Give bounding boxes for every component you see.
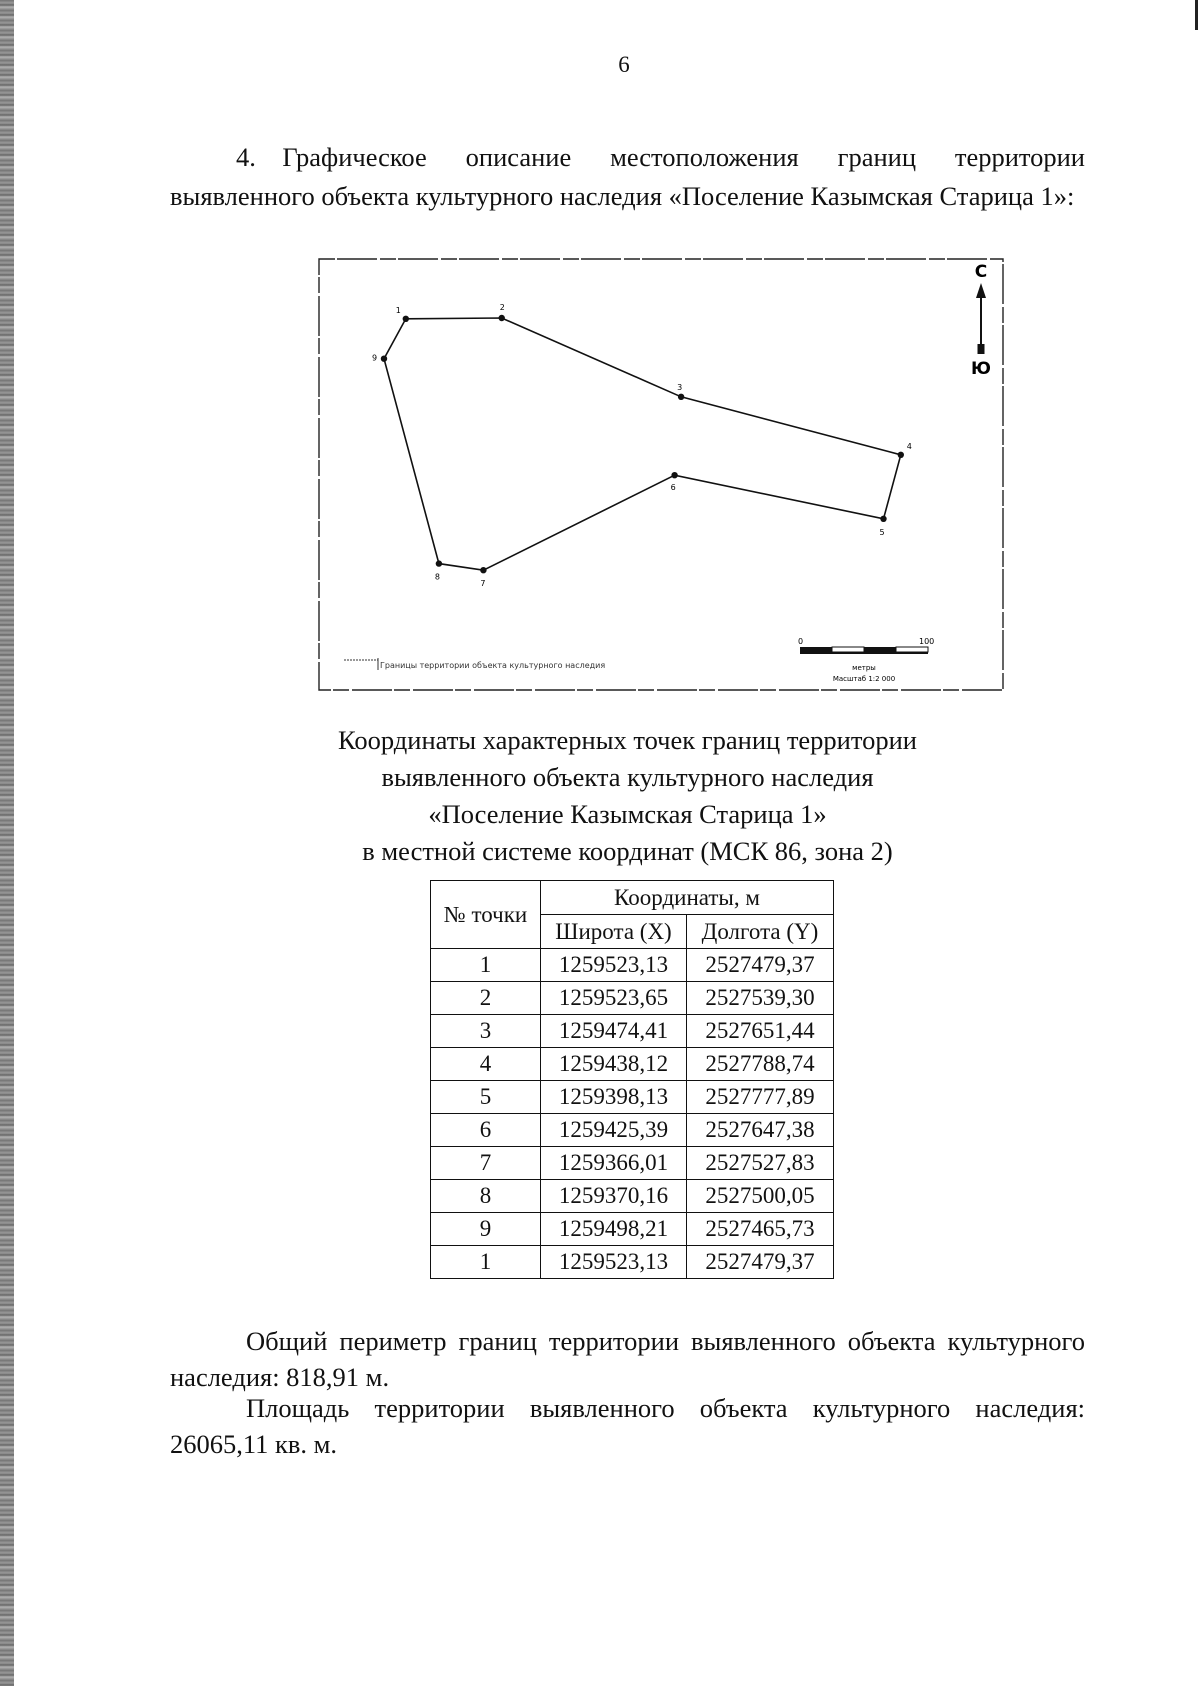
header-coordinates: Координаты, м bbox=[541, 881, 834, 915]
point-label: 2 bbox=[499, 303, 505, 312]
table-row bbox=[431, 1048, 834, 1081]
table-row bbox=[431, 1180, 834, 1213]
cell-point-number: 6 bbox=[431, 1114, 541, 1147]
cell-point-number: 2 bbox=[431, 982, 541, 1015]
point-label: 9 bbox=[372, 353, 378, 363]
point-label: 6 bbox=[670, 483, 676, 493]
boundary-point bbox=[499, 315, 505, 321]
table-row bbox=[431, 1015, 834, 1048]
cell-longitude: 2527647,38 bbox=[687, 1114, 834, 1147]
scan-mark-artifact bbox=[1195, 0, 1198, 30]
cell-longitude: 2527788,74 bbox=[687, 1048, 834, 1081]
boundary-point bbox=[381, 356, 387, 362]
legend-label: Границы территории объекта культурного наследия bbox=[380, 661, 606, 670]
cell-latitude: 1259523,13 bbox=[541, 1246, 687, 1279]
boundary-point bbox=[678, 394, 684, 400]
scale-zero: 0 bbox=[798, 637, 804, 646]
point-label: 1 bbox=[395, 305, 401, 315]
scan-border-artifact bbox=[0, 0, 14, 1686]
boundary-point bbox=[898, 452, 904, 458]
cell-latitude: 1259425,39 bbox=[541, 1114, 687, 1147]
point-label: 4 bbox=[906, 441, 912, 451]
cell-point-number: 8 bbox=[431, 1180, 541, 1213]
page-number: 6 bbox=[618, 52, 630, 77]
cell-latitude: 1259523,13 bbox=[541, 949, 687, 982]
north-arrow-icon bbox=[971, 262, 991, 379]
cell-longitude: 2527500,05 bbox=[687, 1180, 834, 1213]
table-row bbox=[431, 1114, 834, 1147]
header-longitude: Долгота (Y) bbox=[687, 915, 834, 949]
point-label: 3 bbox=[677, 382, 683, 392]
cell-latitude: 1259370,16 bbox=[541, 1180, 687, 1213]
cell-point-number: 1 bbox=[431, 1246, 541, 1279]
boundary-point bbox=[403, 316, 409, 322]
header-point-number: № точки bbox=[431, 881, 541, 949]
caption-line-4: в местной системе координат (МСК 86, зона 2) bbox=[362, 836, 893, 866]
cell-longitude: 2527777,89 bbox=[687, 1081, 834, 1114]
table-row bbox=[431, 1213, 834, 1246]
south-label: Ю bbox=[971, 359, 991, 379]
table-row bbox=[431, 1246, 834, 1279]
boundary-map bbox=[318, 258, 1004, 691]
cell-longitude: 2527479,37 bbox=[687, 1246, 834, 1279]
caption-line-1: Координаты характерных точек границ территории bbox=[338, 725, 917, 755]
cell-point-number: 7 bbox=[431, 1147, 541, 1180]
north-label: С bbox=[974, 262, 988, 282]
point-label: 8 bbox=[434, 572, 440, 582]
point-label: 7 bbox=[480, 579, 486, 589]
boundary-line bbox=[384, 318, 901, 570]
cell-point-number: 1 bbox=[431, 949, 541, 982]
cell-latitude: 1259474,41 bbox=[541, 1015, 687, 1048]
header-latitude: Широта (X) bbox=[541, 915, 687, 949]
cell-point-number: 4 bbox=[431, 1048, 541, 1081]
boundary-point bbox=[880, 516, 886, 522]
cell-point-number: 5 bbox=[431, 1081, 541, 1114]
caption-line-2: выявленного объекта культурного наследия bbox=[381, 762, 874, 792]
point-label: 5 bbox=[879, 527, 885, 537]
cell-latitude: 1259398,13 bbox=[541, 1081, 687, 1114]
table-row bbox=[431, 1147, 834, 1180]
table-caption bbox=[170, 722, 1085, 870]
section-heading: 4. Графическое описание местоположения границ территории выявленного объекта культурного наследия «Поселение Казымская Старица 1»: bbox=[170, 142, 1085, 211]
cell-latitude: 1259366,01 bbox=[541, 1147, 687, 1180]
cell-longitude: 2527539,30 bbox=[687, 982, 834, 1015]
cell-point-number: 3 bbox=[431, 1015, 541, 1048]
cell-latitude: 1259498,21 bbox=[541, 1213, 687, 1246]
cell-latitude: 1259438,12 bbox=[541, 1048, 687, 1081]
scale-unit: метры bbox=[852, 664, 876, 672]
cell-point-number: 9 bbox=[431, 1213, 541, 1246]
boundary-point bbox=[671, 472, 677, 478]
cell-longitude: 2527651,44 bbox=[687, 1015, 834, 1048]
boundary-point bbox=[436, 560, 442, 566]
perimeter-text: Общий периметр границ территории выявленного объекта культурного наследия: 818,91 м. bbox=[170, 1326, 1085, 1392]
map-legend bbox=[344, 658, 605, 670]
cell-longitude: 2527479,37 bbox=[687, 949, 834, 982]
table-row bbox=[431, 982, 834, 1015]
area-text: Площадь территории выявленного объекта культурного наследия: 26065,11 кв. м. bbox=[170, 1393, 1085, 1459]
scale-text: Масштаб 1:2 000 bbox=[832, 675, 896, 683]
coordinates-table bbox=[430, 880, 834, 1279]
table-row bbox=[431, 1081, 834, 1114]
table-row bbox=[431, 949, 834, 982]
caption-line-3: «Поселение Казымская Старица 1» bbox=[428, 799, 827, 829]
cell-longitude: 2527527,83 bbox=[687, 1147, 834, 1180]
cell-longitude: 2527465,73 bbox=[687, 1213, 834, 1246]
cell-latitude: 1259523,65 bbox=[541, 982, 687, 1015]
scale-bar bbox=[798, 637, 934, 683]
scale-max: 100 bbox=[919, 637, 935, 646]
boundary-point bbox=[480, 567, 486, 573]
